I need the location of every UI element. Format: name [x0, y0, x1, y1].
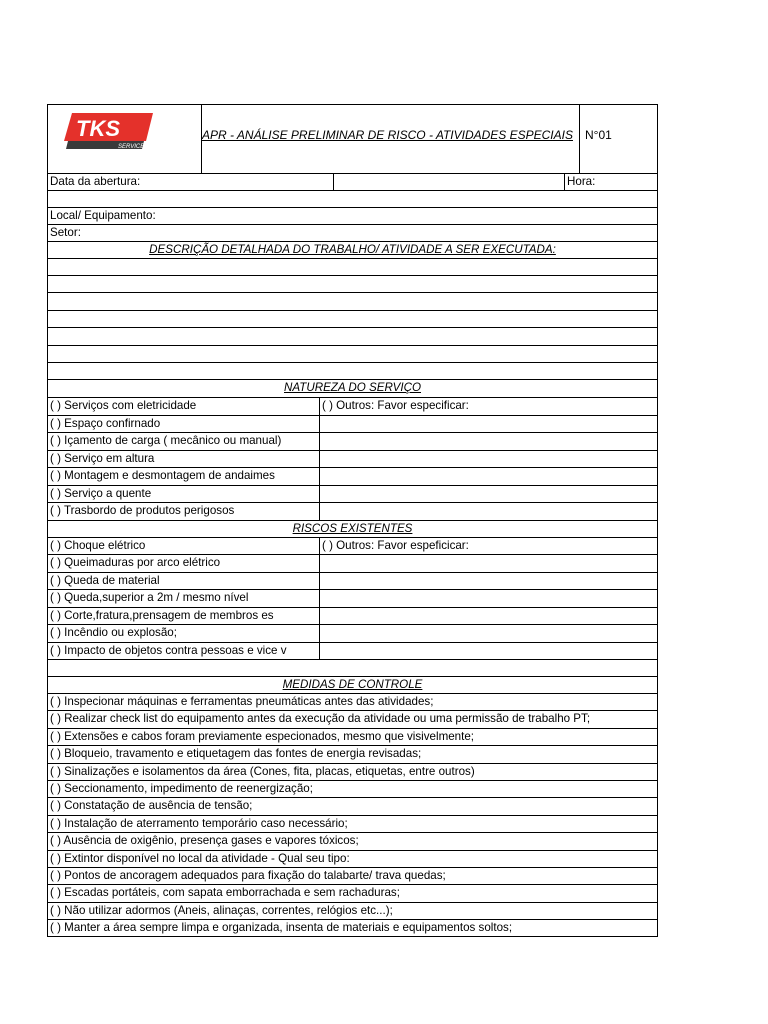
- medida-item[interactable]: [47, 868, 658, 885]
- label-local-equipamento[interactable]: Local/ Equipamento:: [50, 209, 156, 222]
- medida-label: ( ) Bloqueio, travamento e etiquetagem das fontes de energia revisadas;: [50, 747, 422, 761]
- risco-row: [47, 590, 658, 608]
- natureza-option[interactable]: ( ) Serviços com eletricidade: [50, 399, 197, 412]
- row-data-abertura: [47, 174, 658, 191]
- descricao-line[interactable]: [47, 293, 658, 311]
- medida-label: ( ) Escadas portáteis, com sapata emborrachada e sem rachaduras;: [50, 886, 400, 900]
- medida-item[interactable]: [47, 711, 658, 728]
- row-blank: [47, 660, 658, 677]
- medida-label: ( ) Extintor disponível no local da atividade - Qual seu tipo:: [50, 851, 350, 865]
- medida-item[interactable]: [47, 816, 658, 833]
- natureza-outros-line[interactable]: [320, 416, 657, 433]
- descricao-line[interactable]: [47, 328, 658, 346]
- heading-descricao: DESCRIÇÃO DETALHADA DO TRABALHO/ ATIVIDADE A SER EXECUTADA:: [47, 242, 658, 259]
- label-hora[interactable]: Hora:: [567, 175, 596, 188]
- medida-item[interactable]: [47, 729, 658, 746]
- risco-row: [47, 608, 658, 626]
- medida-item[interactable]: [47, 781, 658, 798]
- natureza-row: [47, 398, 658, 416]
- row-blank: [47, 191, 658, 208]
- medida-label: ( ) Realizar check list do equipamento antes da execução da atividade ou uma permissão de trabalho PT;: [50, 712, 591, 726]
- risco-outros-line[interactable]: [320, 573, 657, 590]
- medida-item[interactable]: [47, 833, 658, 850]
- form-title: APR - ANÁLISE PRELIMINAR DE RISCO - ATIVIDADES ESPECIAIS: [202, 128, 573, 142]
- medida-item[interactable]: [47, 764, 658, 781]
- risco-row: [47, 643, 658, 661]
- natureza-outros-line[interactable]: [320, 468, 657, 485]
- risco-outros-line[interactable]: [320, 608, 657, 625]
- risco-option[interactable]: ( ) Choque elétrico: [50, 538, 146, 552]
- logo-subtext: SERVICE: [118, 144, 145, 150]
- medida-label: ( ) Instalação de aterramento temporário caso necessário;: [50, 816, 348, 830]
- natureza-outros-line[interactable]: [320, 433, 657, 450]
- natureza-option[interactable]: ( ) Serviço a quente: [50, 486, 152, 500]
- tks-logo: [58, 111, 153, 151]
- descricao-line[interactable]: [47, 259, 658, 276]
- risco-outros-line[interactable]: [320, 555, 657, 572]
- logo-text: TKS: [76, 116, 120, 141]
- label-data-abertura: Data da abertura:: [50, 175, 141, 188]
- risco-outros[interactable]: ( ) Outros: Favor espeficicar:: [322, 538, 469, 552]
- natureza-row: [47, 468, 658, 486]
- natureza-option[interactable]: ( ) Trasbordo de produtos perigosos: [50, 504, 235, 517]
- risco-row: [47, 538, 658, 556]
- risco-outros-line[interactable]: [320, 625, 657, 642]
- medida-label: ( ) Sinalizações e isolamentos da área (Cones, fita, placas, etiquetas, entre outros): [50, 764, 475, 778]
- descricao-line[interactable]: [47, 346, 658, 363]
- label-setor[interactable]: Setor:: [50, 226, 81, 239]
- risco-option[interactable]: ( ) Impacto de objetos contra pessoas e vice v: [50, 643, 287, 657]
- risco-option[interactable]: ( ) Queda,superior a 2m / mesmo nível: [50, 591, 249, 604]
- natureza-outros-line[interactable]: [320, 503, 657, 520]
- natureza-outros-line[interactable]: [320, 451, 657, 468]
- risco-option[interactable]: ( ) Incêndio ou explosão;: [50, 626, 177, 639]
- medida-label: ( ) Ausência de oxigênio, presença gases e vapores tóxicos;: [50, 834, 359, 848]
- risco-option[interactable]: ( ) Queda de material: [50, 573, 160, 587]
- field-data-abertura[interactable]: [334, 174, 564, 190]
- medida-item[interactable]: [47, 920, 658, 937]
- descricao-line[interactable]: [47, 276, 658, 293]
- risco-row: [47, 573, 658, 591]
- medida-label: ( ) Manter a área sempre limpa e organizada, insenta de materiais e equipamentos soltos;: [50, 921, 513, 935]
- row-setor: [47, 225, 658, 242]
- medida-item[interactable]: [47, 746, 658, 763]
- heading-natureza: NATUREZA DO SERVIÇO: [47, 380, 658, 398]
- risco-outros-line[interactable]: [320, 590, 657, 607]
- medida-item[interactable]: [47, 851, 658, 868]
- natureza-row: [47, 416, 658, 434]
- risco-row: [47, 555, 658, 573]
- medida-item[interactable]: [47, 885, 658, 902]
- descricao-line[interactable]: [47, 311, 658, 328]
- natureza-option[interactable]: ( ) Içamento de carga ( mecânico ou manual): [50, 434, 282, 447]
- heading-medidas: MEDIDAS DE CONTROLE: [47, 677, 658, 694]
- medida-label: ( ) Constatação de ausência de tensão;: [50, 799, 253, 813]
- natureza-option[interactable]: ( ) Espaço confirnado: [50, 416, 161, 430]
- medida-label: ( ) Inspecionar máquinas e ferramentas pneumáticas antes das atividades;: [50, 695, 434, 708]
- risco-option[interactable]: ( ) Queimaduras por arco elétrico: [50, 556, 221, 569]
- natureza-option[interactable]: ( ) Montagem e desmontagem de andaimes: [50, 469, 275, 482]
- natureza-row: [47, 486, 658, 504]
- natureza-row: [47, 433, 658, 451]
- medida-label: ( ) Extensões e cabos foram previamente especionados, mesmo que visivelmente;: [50, 729, 475, 743]
- form-header: [47, 104, 658, 174]
- risco-outros-line[interactable]: [320, 643, 657, 660]
- natureza-outros-line[interactable]: [320, 486, 657, 503]
- risco-row: [47, 625, 658, 643]
- medida-item[interactable]: [47, 903, 658, 920]
- heading-riscos: RISCOS EXISTENTES: [47, 521, 658, 538]
- natureza-row: [47, 503, 658, 521]
- apr-form: [47, 104, 658, 937]
- natureza-option[interactable]: ( ) Serviço em altura: [50, 451, 155, 465]
- medida-label: ( ) Seccionamento, impedimento de reenergização;: [50, 781, 313, 795]
- medida-label: ( ) Não utilizar adormos (Aneis, alinaças, correntes, relógios etc...);: [50, 903, 393, 917]
- risco-option[interactable]: ( ) Corte,fratura,prensagem de membros es: [50, 608, 274, 622]
- medida-item[interactable]: [47, 694, 658, 711]
- form-number: N°01: [585, 128, 612, 142]
- natureza-row: [47, 451, 658, 469]
- descricao-line[interactable]: [47, 363, 658, 380]
- medida-item[interactable]: [47, 798, 658, 815]
- medida-label: ( ) Pontos de ancoragem adequados para fixação do talabarte/ trava quedas;: [50, 868, 446, 882]
- row-local: [47, 208, 658, 225]
- natureza-outros[interactable]: ( ) Outros: Favor especificar:: [322, 399, 469, 412]
